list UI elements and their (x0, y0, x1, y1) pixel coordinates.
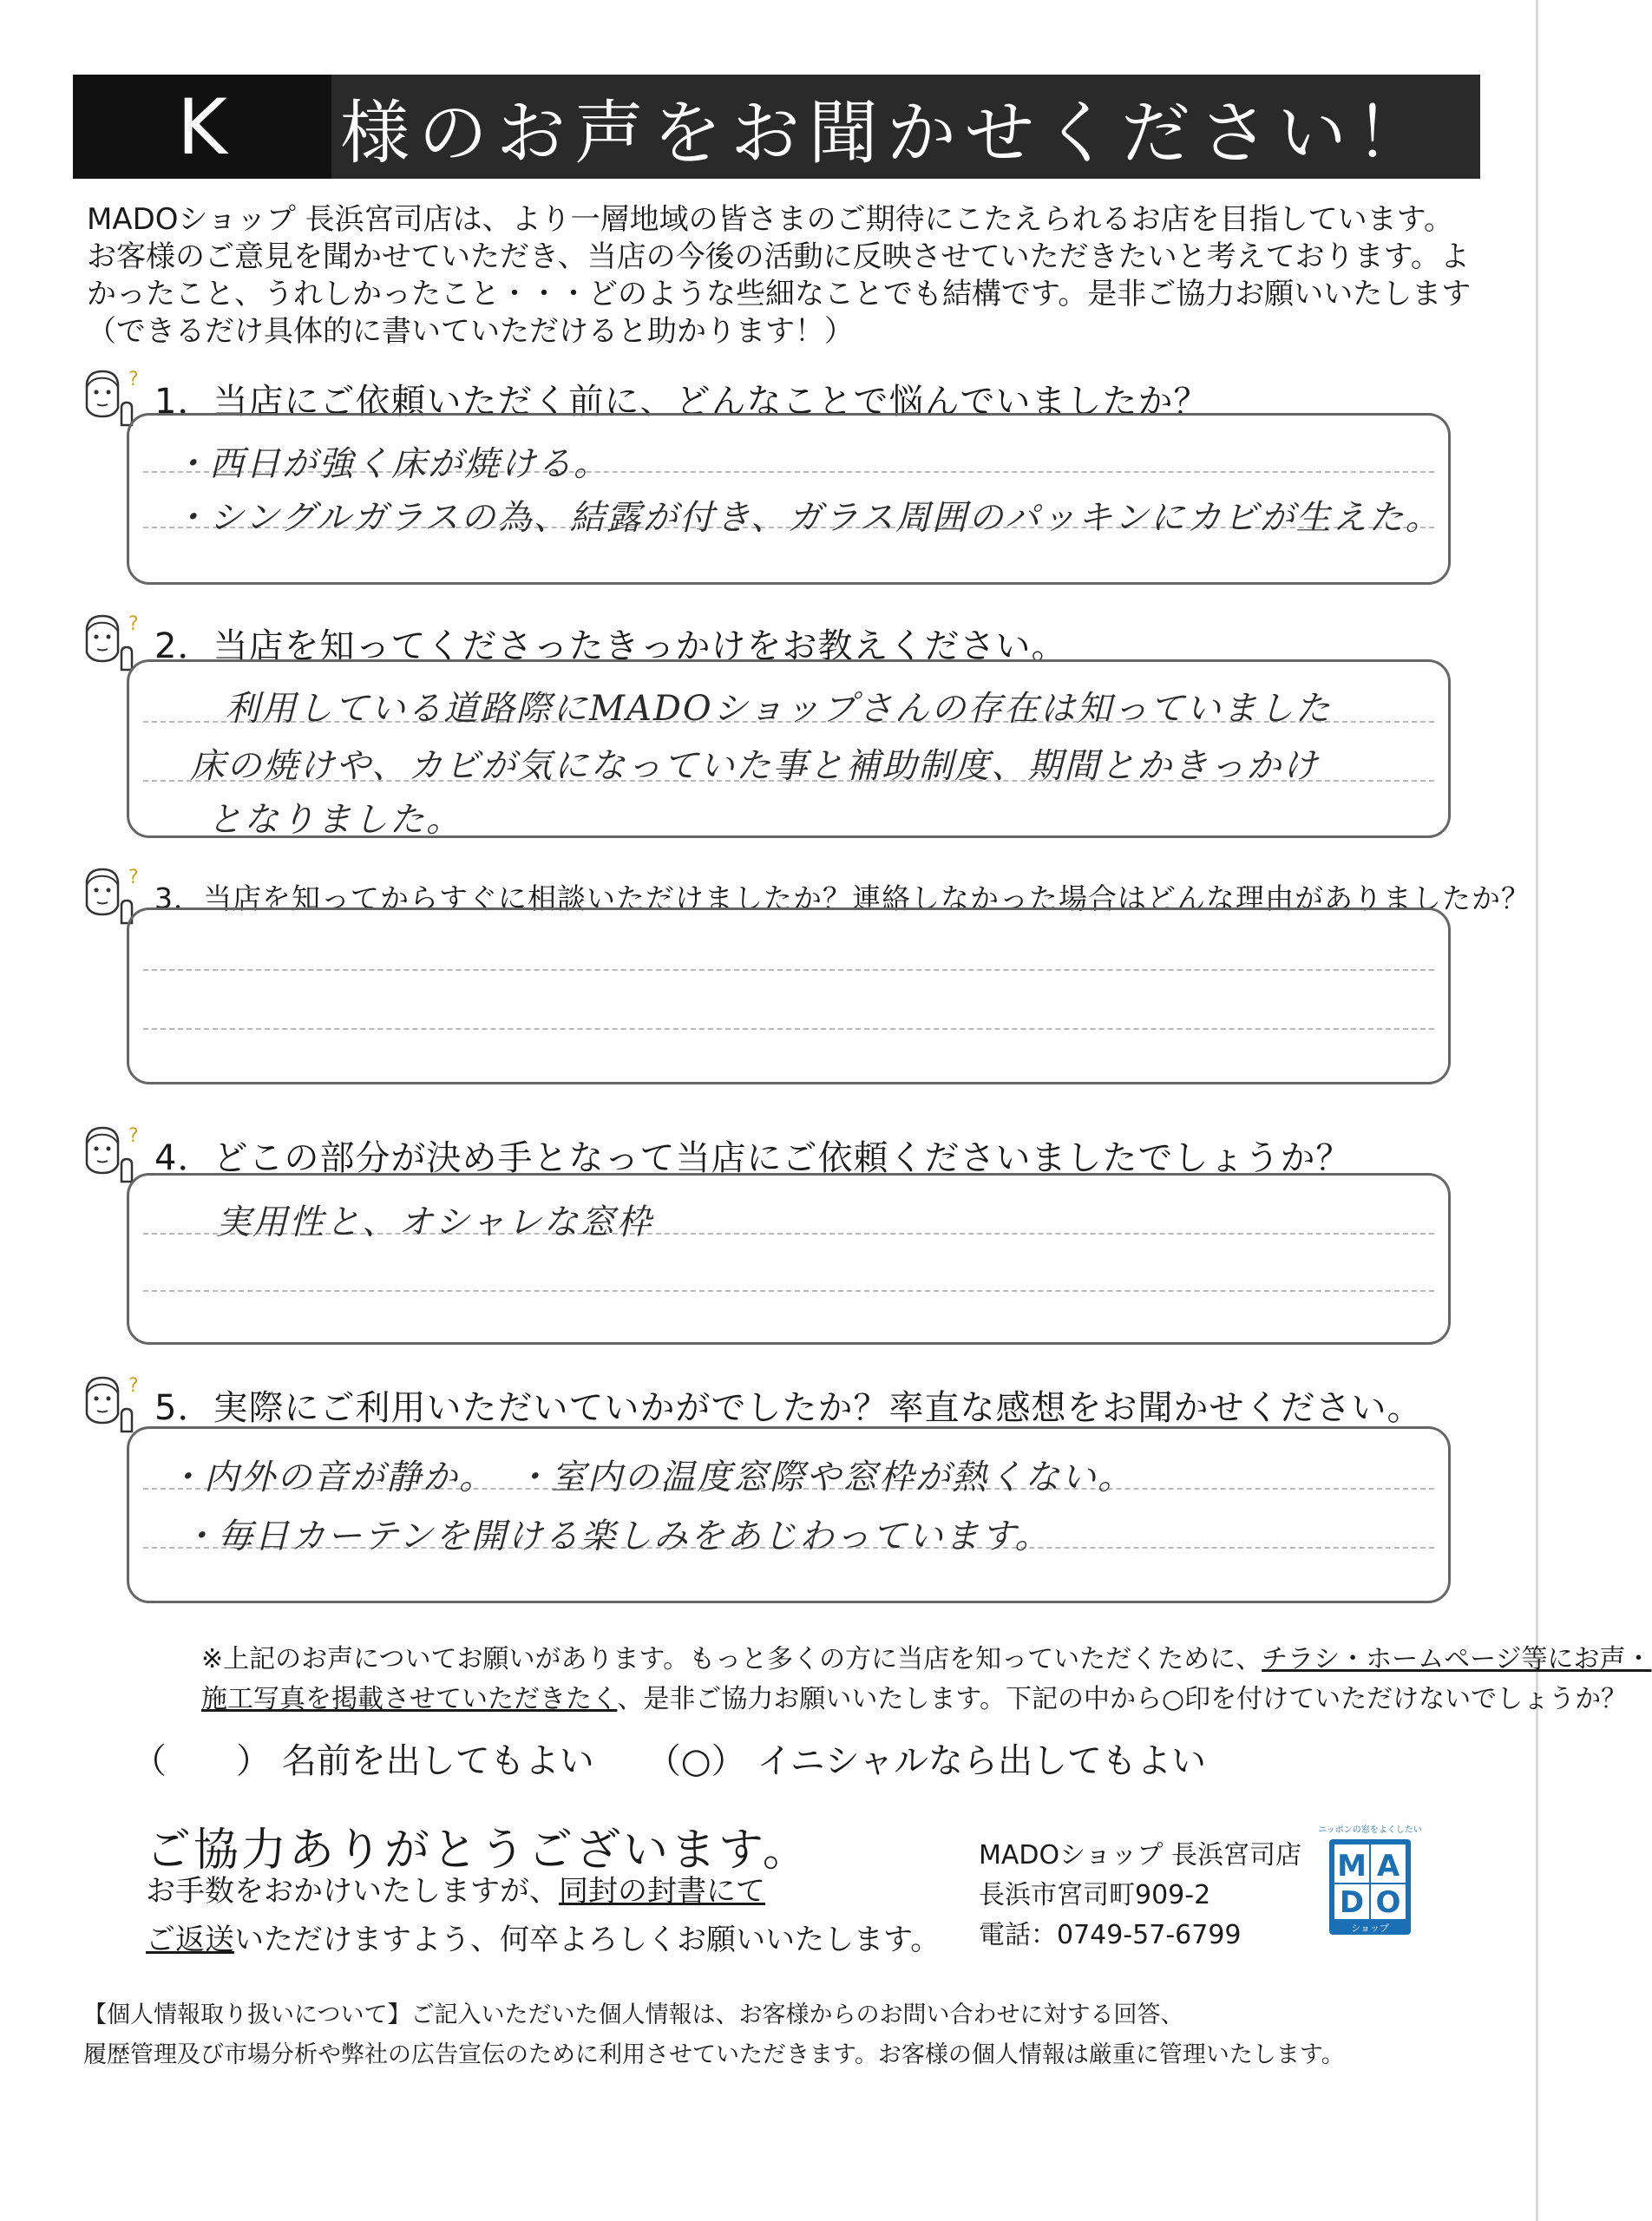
svg-text:?: ? (128, 1125, 139, 1147)
question-4-label: 4．どこの部分が決め手となって当店にご依頼くださいましたでしょうか？ (154, 1137, 1352, 1178)
answer-box-2[interactable] (127, 659, 1451, 838)
intro-text (87, 201, 1492, 351)
ruled-line (143, 1028, 1434, 1030)
intro-line: お客様のご意見を聞かせていただき、当店の今後の活動に反映させていただきたいと考えております。よ (87, 239, 1470, 274)
shop-info (979, 1836, 1301, 1956)
svg-text:?: ? (128, 1375, 139, 1397)
handwritten-answer: 床の焼けや、カビが気になっていた事と補助制度、期間とかきっかけ (190, 746, 1320, 786)
publication-request-note (201, 1640, 1652, 1720)
thanks-title: ご協力ありがとうございます。 (146, 1825, 810, 1877)
svg-text:?: ? (128, 867, 139, 888)
note-text: ※上記のお声についてお願いがあります。もっと多くの方に当店を知っていただくために、 (201, 1644, 1262, 1674)
question-2-label: 2．当店を知ってくださったきっかけをお教えください。 (154, 626, 1067, 666)
choice-label: イニシャルなら出してもよい (757, 1741, 1206, 1781)
privacy-notice (83, 1995, 1345, 2075)
page-header (73, 75, 1480, 179)
note-line (201, 1640, 1652, 1680)
page-title: 様のお声をお聞かせください！ (340, 92, 1433, 174)
note-text: 、是非ご協力お願いいたします。下記の中から○印を付けていただけないでしょうか？ (617, 1684, 1628, 1714)
choice-name-ok[interactable] (132, 1733, 594, 1783)
thanks-underlined-text: 同封の封書にて (559, 1874, 765, 1909)
thanks-line (146, 1867, 940, 1916)
intro-line: かったこと、うれしかったこと・・・どのような些細なことでも結構です。是非ご協力お願いいたします (87, 277, 1472, 311)
logo-letter-a: A (1376, 1849, 1400, 1884)
question-3-label: 3．当店を知ってからすぐに相談いただけましたか？連絡しなかった場合はどんな理由がありましたか？ (154, 881, 1531, 915)
privacy-line: 履歴管理及び市場分析や弊社の広告宣伝のために利用させていただきます。お客様の個人情報は厳重に管理いたします。 (83, 2041, 1345, 2068)
handwritten-answer: 利用している道路際にMADOショップさんの存在は知っていました (225, 689, 1332, 729)
thinking-face-icon (80, 613, 137, 673)
logo-letter-m: M (1337, 1849, 1367, 1884)
svg-text:?: ? (128, 369, 139, 390)
shop-name: MADOショップ 長浜宮司店 (979, 1840, 1302, 1870)
answer-box-5[interactable] (127, 1426, 1451, 1603)
publication-choices (132, 1733, 1258, 1783)
handwritten-answer: ・西日が強く床が焼ける。 (173, 444, 610, 484)
mado-shop-logo (1318, 1822, 1422, 1943)
note-underlined-text: 施工写真を掲載させていただきたく (201, 1684, 618, 1714)
choice-initial-ok[interactable] (646, 1733, 1206, 1783)
note-line (201, 1680, 1628, 1720)
logo-letter-d: D (1339, 1885, 1365, 1920)
ruled-line (143, 1290, 1434, 1292)
question-5-label: 5．実際にご利用いただいていかがでしたか？率直な感想をお聞かせください。 (154, 1387, 1423, 1428)
answer-box-4[interactable] (127, 1173, 1451, 1345)
handwritten-answer: となりました。 (207, 800, 462, 840)
svg-text:?: ? (128, 613, 139, 635)
intro-line: （できるだけ具体的に書いていただけると助かります！） (87, 314, 854, 349)
thanks-text: お手数をおかけいたしますが、 (146, 1874, 559, 1909)
answer-box-3[interactable] (127, 907, 1451, 1084)
thinking-face-icon (80, 1124, 137, 1185)
logo-letter-o: O (1375, 1885, 1401, 1920)
thinking-face-icon (80, 1374, 137, 1435)
note-underlined-text: チラシ・ホームページ等にお声・ (1262, 1644, 1652, 1674)
scan-edge (1536, 0, 1538, 2221)
shop-address: 長浜市宮司町909-2 (979, 1880, 1211, 1910)
handwritten-answer: ・毎日カーテンを開ける楽しみをあじわっています。 (181, 1517, 1052, 1556)
thanks-underlined-text: ご返送 (146, 1923, 234, 1957)
shop-phone: 電話：0749-57-6799 (979, 1920, 1242, 1950)
choice-mark: （ ） (132, 1741, 271, 1781)
intro-line: MADOショップ 長浜宮司店は、より一層地域の皆さまのご期待にこたえられるお店を目指しています。 (87, 202, 1453, 237)
thanks-text: いただけますよう、何卒よろしくお願いいたします。 (234, 1923, 941, 1957)
logo-sub: ショップ (1351, 1923, 1389, 1934)
logo-tagline: ニッポンの窓をよくしたい (1318, 1825, 1422, 1835)
thanks-line (146, 1916, 940, 1964)
choice-mark: （○） (646, 1741, 746, 1781)
ruled-line (143, 969, 1434, 971)
thanks-message (146, 1867, 940, 1964)
thinking-face-icon (80, 368, 137, 429)
choice-label: 名前を出してもよい (281, 1741, 594, 1781)
privacy-line: 【個人情報取り扱いについて】ご記入いただいた個人情報は、お客様からのお問い合わせに対する回答、 (83, 2002, 1184, 2028)
handwritten-answer: ・内外の音が静か。 ・室内の温度窓際や窓枠が熱くない。 (167, 1458, 1134, 1497)
handwritten-answer: ・シングルガラスの為、結露が付き、ガラス周囲のパッキンにカビが生えた。 (173, 498, 1442, 538)
customer-initial: K (73, 75, 331, 179)
thinking-face-icon (80, 866, 137, 927)
question-1-label: 1．当店にご依頼いただく前に、どんなことで悩んでいましたか？ (154, 381, 1210, 422)
answer-box-1[interactable] (127, 413, 1451, 585)
handwritten-answer: 実用性と、オシャレな窓枠 (216, 1202, 653, 1242)
